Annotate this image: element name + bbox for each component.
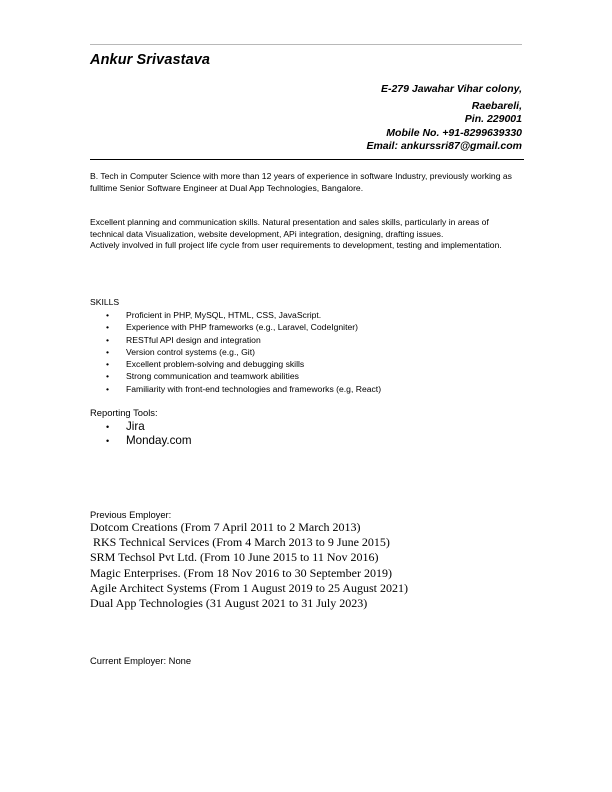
city: Raebareli, <box>471 99 522 112</box>
strengths-section <box>90 217 522 252</box>
bullet-icon: • <box>106 422 110 432</box>
bullet-icon: • <box>106 334 110 345</box>
summary-paragraph: B. Tech in Computer Science with more than 12 years of experience in software Industry, previously working as fulltime Senior Software Engineer at Dual App Technologies, Bangalore. <box>90 171 512 193</box>
lifecycle-paragraph: Actively involved in full project life cycle from user requirements to development, testing and implementation. <box>90 240 502 251</box>
candidate-name: Ankur Srivastava <box>90 52 211 68</box>
reporting-tools-heading: Reporting Tools: <box>90 407 158 418</box>
skill-item: • RESTful API design and integration <box>106 334 261 345</box>
skill-item: • Version control systems (e.g., Git) <box>106 346 255 357</box>
skill-item: • Strong communication and teamwork abilities <box>106 371 299 382</box>
skills-list <box>90 309 381 395</box>
skill-item: • Experience with PHP frameworks (e.g., Laravel, CodeIgniter) <box>106 322 358 333</box>
bullet-icon: • <box>106 371 110 382</box>
email-address: Email: ankurssri87@gmail.com <box>366 140 522 153</box>
employer-entry: Dotcom Creations (From 7 April 2011 to 2 March 2013) <box>90 520 361 534</box>
pin-code: Pin. 229001 <box>464 113 522 126</box>
previous-employer-list <box>90 520 408 611</box>
strengths-paragraph: Excellent planning and communication skills. Natural presentation and sales skills, particularly in areas of technical data Visualization, website development, APi integration, designing, drafting issues. <box>90 217 489 239</box>
skill-item: • Excellent problem-solving and debugging skills <box>106 359 305 370</box>
skill-item: • Proficient in PHP, MySQL, HTML, CSS, JavaScript. <box>106 310 322 320</box>
employer-entry: SRM Techsol Pvt Ltd. (From 10 June 2015 to 11 Nov 2016) <box>90 550 379 565</box>
bullet-icon: • <box>106 310 110 320</box>
current-employer: Current Employer: None <box>90 655 192 666</box>
address-line: E-279 Jawahar Vihar colony, <box>380 83 522 95</box>
employer-entry: Agile Architect Systems (From 1 August 2019 to 25 August 2021) <box>90 580 408 595</box>
previous-employer-heading: Previous Employer: <box>90 509 172 520</box>
top-divider <box>90 44 522 45</box>
bullet-icon: • <box>106 359 110 370</box>
tool-item: • Jira <box>106 420 145 433</box>
contact-block <box>366 83 522 154</box>
bullet-icon: • <box>106 322 110 333</box>
tool-item: • Monday.com <box>106 434 192 447</box>
header-divider <box>90 159 524 160</box>
summary-section <box>90 171 522 194</box>
bullet-icon: • <box>106 383 110 394</box>
reporting-tools-list <box>90 420 192 448</box>
mobile-number: Mobile No. +91-8299639330 <box>386 126 522 139</box>
skills-heading: SKILLS <box>90 297 120 307</box>
employer-entry: Magic Enterprises. (From 18 Nov 2016 to 30 September 2019) <box>90 565 392 580</box>
bullet-icon: • <box>106 346 110 357</box>
employer-entry: RKS Technical Services (From 4 March 2013 to 9 June 2015) <box>90 535 390 550</box>
bullet-icon: • <box>106 436 110 446</box>
employer-entry: Dual App Technologies (31 August 2021 to 31 July 2023) <box>90 596 368 611</box>
skill-item: • Familiarity with front-end technologies and frameworks (e.g, React) <box>106 383 382 394</box>
